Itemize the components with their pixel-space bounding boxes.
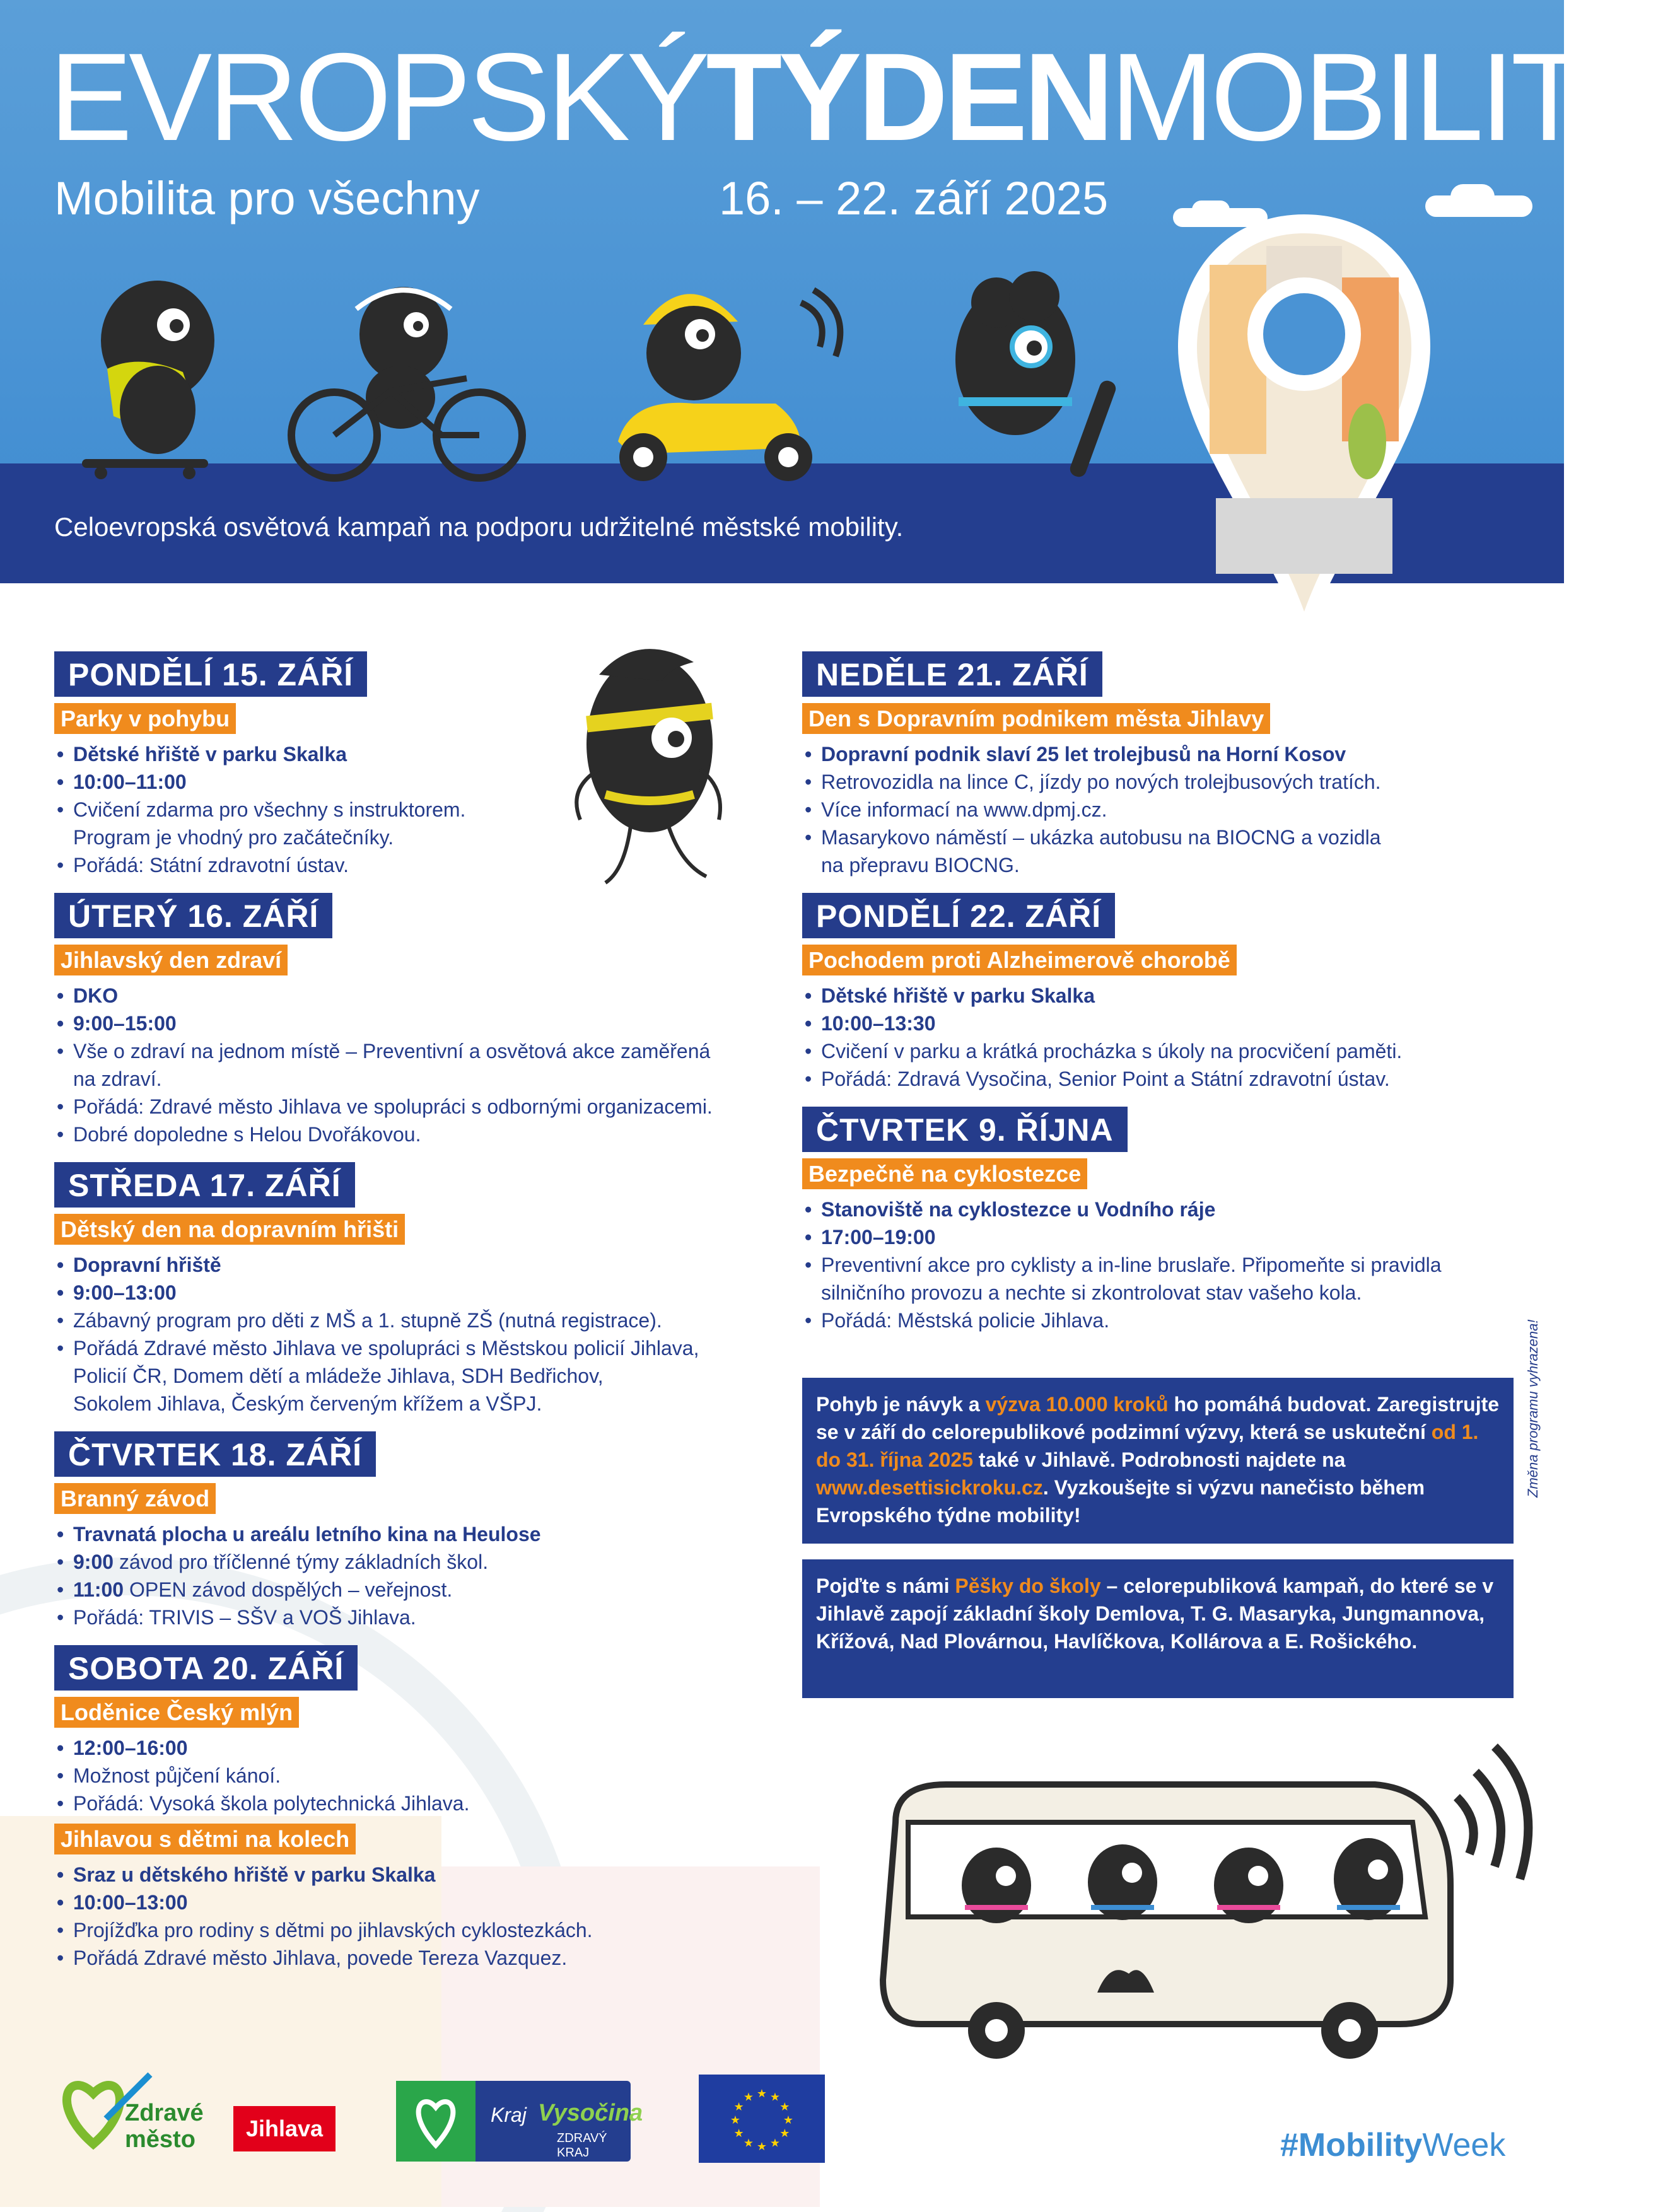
info-box-10000-steps [802, 1378, 1514, 1544]
day-heading: PONDĚLÍ 22. ZÁŘÍ [802, 893, 1115, 938]
event-detail-item [54, 1576, 798, 1604]
event-details [802, 982, 1515, 1093]
event-detail-item [54, 1520, 798, 1548]
eu-star-icon: ★ [769, 2090, 781, 2104]
detail-text: Cvičení zdarma pro všechny s instruktorem. [73, 798, 466, 821]
day-block [54, 1431, 798, 1631]
event-detail-item [802, 982, 1515, 1010]
eu-star-icon: ★ [743, 2090, 754, 2104]
day-block [54, 893, 798, 1148]
info-highlight: od 1. do 31. října 2025 [816, 1421, 1479, 1471]
location-pin-illustration [1172, 208, 1437, 649]
detail-text: 10:00–13:00 [73, 1891, 188, 1914]
event-title: Jihlavou s dětmi na kolech [54, 1824, 356, 1854]
event-detail-item [802, 1307, 1515, 1334]
day-heading: ČTVRTEK 9. ŘÍJNA [802, 1107, 1128, 1152]
detail-text: Pořádá Zdravé město Jihlava, povede Tereza Vazquez. [73, 1947, 568, 1969]
page-title [49, 27, 1663, 166]
zdrave-mesto-logo [55, 2068, 204, 2163]
event-detail-item [54, 1334, 798, 1362]
detail-text: Zábavný program pro děti z MŠ a 1. stupně ZŠ (nutná registrace). [73, 1309, 662, 1332]
event-detail-item [54, 1548, 798, 1576]
event-detail-item [802, 1251, 1515, 1279]
title-part-2: MOBILITY [1110, 27, 1663, 166]
event-detail-item [54, 1889, 798, 1916]
tagline: Celoevropská osvětová kampaň na podporu udržitelné městské mobility. [54, 512, 904, 542]
detail-text: Možnost půjčení kánoí. [73, 1764, 281, 1787]
event-detail-item [54, 1065, 798, 1093]
event-title: Bezpečně na cyklostezce [802, 1158, 1087, 1189]
bus-illustration [845, 1728, 1539, 2081]
event-detail-item [54, 1307, 798, 1334]
event-dates: 16. – 22. září 2025 [719, 172, 1109, 224]
event-detail-item [802, 1037, 1515, 1065]
day-block [802, 1107, 1515, 1334]
detail-text: Travnatá plocha u areálu letního kina na Heulose [73, 1523, 541, 1545]
event-title: Jihlavský den zdraví [54, 945, 288, 975]
eu-star-icon: ★ [779, 2127, 790, 2139]
day-block [802, 893, 1515, 1093]
eu-star-icon: ★ [756, 2140, 767, 2153]
day-block [54, 651, 798, 879]
day-block [54, 1645, 798, 1972]
detail-text: Dopravní podnik slaví 25 let trolejbusů na Horní Kosov [821, 743, 1346, 765]
info-box-walk-to-school [802, 1559, 1514, 1698]
info-highlight: výzva 10.000 kroků [985, 1393, 1169, 1416]
hashtag-bold: #Mobility [1280, 2127, 1423, 2163]
day-heading: ČTVRTEK 18. ZÁŘÍ [54, 1431, 376, 1477]
kraj-text-1: Kraj [491, 2104, 527, 2126]
event-detail-item [802, 1010, 1515, 1037]
website-link[interactable]: www.desettisickroku.cz [816, 1476, 1043, 1499]
event-detail-item [802, 740, 1515, 768]
day-block [802, 651, 1515, 879]
event-detail-item [54, 1944, 798, 1972]
event-details [54, 1861, 798, 1972]
event-detail-item [54, 740, 798, 768]
detail-text: Retrovozidla na lince C, jízdy po nových trolejbusových tratích. [821, 771, 1381, 793]
walker-mascot-icon [955, 271, 1118, 479]
event-detail-item [54, 1251, 798, 1279]
scooter-mascot-icon [618, 290, 840, 481]
skater-mascot-icon [82, 281, 214, 479]
event-detail-item [54, 982, 798, 1010]
cloud-icon [1450, 184, 1495, 209]
info-text: . Vyzkoušejte si výzvu nanečisto během Evropského týdne mobility! [816, 1476, 1425, 1527]
detail-text: 10:00–11:00 [73, 771, 187, 793]
detail-text: na přepravu BIOCNG. [821, 854, 1020, 876]
detail-text: 17:00–19:00 [821, 1226, 936, 1249]
subtitle: Mobilita pro všechny [54, 172, 480, 224]
detail-text: 10:00–13:30 [821, 1012, 936, 1035]
cyclist-mascot-icon [291, 287, 522, 478]
day-heading: NEDĚLE 21. ZÁŘÍ [802, 651, 1102, 697]
detail-text: Stanoviště na cyklostezce u Vodního ráje [821, 1198, 1216, 1221]
event-detail-item [54, 1762, 798, 1790]
event-detail-item [54, 1093, 798, 1121]
day-heading: STŘEDA 17. ZÁŘÍ [54, 1162, 355, 1208]
event-detail-item [54, 768, 798, 796]
detail-text: Pořádá Zdravé město Jihlava ve spolupráci s Městskou policií Jihlava, [73, 1337, 699, 1359]
logo-text-mesto: město [125, 2126, 195, 2153]
event-details [54, 1734, 798, 1817]
time-label: 11:00 [73, 1578, 124, 1601]
heart-icon [407, 2095, 464, 2148]
detail-text: Projížďka pro rodiny s dětmi po jihlavských cyklostezkách. [73, 1919, 593, 1941]
event-detail-item [54, 851, 798, 879]
info-text: Pojďte s námi [816, 1575, 955, 1597]
event-title: Loděnice Český mlýn [54, 1697, 299, 1728]
detail-text: Pořádá: Vysoká škola polytechnická Jihlava. [73, 1792, 470, 1815]
kraj-text-3: ZDRAVÝ KRAJ [557, 2131, 607, 2160]
eu-star-icon: ★ [733, 2100, 744, 2113]
event-detail-item [802, 1065, 1515, 1093]
day-heading: ÚTERÝ 16. ZÁŘÍ [54, 893, 332, 938]
program-left-column [54, 651, 798, 1972]
detail-text: závod pro tříčlenné týmy základních škol. [114, 1551, 489, 1573]
event-detail-item [54, 1010, 798, 1037]
detail-text: Sokolem Jihlava, Českým červeným křížem a VŠPJ. [73, 1392, 542, 1415]
info-text: ho pomáhá budovat. Zaregistrujte se v září do celorepublikové podzimní výzvy, která se uskuteční [816, 1393, 1500, 1443]
event-detail-item [54, 1861, 798, 1889]
event-detail-item [54, 1362, 798, 1390]
event-detail-item [54, 1734, 798, 1762]
detail-text: Dobré dopoledne s Helou Dvořákovou. [73, 1123, 421, 1146]
detail-text: Policií ČR, Domem dětí a mládeže Jihlava, SDH Bedřichov, [73, 1365, 604, 1387]
title-part-1: EVROPSKÝ [49, 27, 706, 166]
detail-text: Více informací na www.dpmj.cz. [821, 798, 1107, 821]
detail-text: 9:00–15:00 [73, 1012, 177, 1035]
event-title: Dětský den na dopravním hřišti [54, 1214, 405, 1245]
eu-star-icon: ★ [743, 2136, 754, 2150]
detail-text: Pořádá: Zdravé město Jihlava ve spolupráci s odbornými organizacemi. [73, 1095, 713, 1118]
detail-text: Pořádá: Zdravá Vysočina, Senior Point a Státní zdravotní ústav. [821, 1068, 1390, 1090]
info-highlight: Pěšky do školy [955, 1575, 1101, 1597]
event-detail-item [54, 796, 798, 824]
jihlava-logo: Jihlava [233, 2106, 336, 2151]
event-detail-item [802, 1196, 1515, 1223]
event-title: Pochodem proti Alzheimerově chorobě [802, 945, 1237, 975]
day-heading: SOBOTA 20. ZÁŘÍ [54, 1645, 358, 1691]
kraj-vysocina-logo [396, 2081, 643, 2162]
event-details [54, 1520, 798, 1631]
hashtag-light: Week [1422, 2127, 1506, 2163]
eu-star-icon: ★ [769, 2136, 781, 2150]
eu-star-icon: ★ [756, 2087, 767, 2100]
info-text: také v Jihlavě. Podrobnosti najdete na [973, 1448, 1346, 1471]
event-title: Parky v pohybu [54, 703, 236, 734]
event-title: Branný závod [54, 1483, 216, 1514]
day-heading: PONDĚLÍ 15. ZÁŘÍ [54, 651, 367, 697]
event-detail-item [54, 1279, 798, 1307]
event-detail-item [54, 1790, 798, 1817]
hashtag[interactable] [1280, 2126, 1505, 2164]
detail-text: na zdraví. [73, 1068, 162, 1090]
detail-text: Program je vhodný pro začátečníky. [73, 826, 394, 849]
detail-text: Sraz u dětského hřiště v parku Skalka [73, 1863, 436, 1886]
detail-text: OPEN závod dospělých – veřejnost. [124, 1578, 453, 1601]
detail-text: silničního provozu a nechte si zkontrolovat stav vašeho kola. [821, 1281, 1362, 1304]
detail-text: Vše o zdraví na jednom místě – Preventivní a osvětová akce zaměřená [73, 1040, 711, 1062]
event-detail-item [54, 1037, 798, 1065]
event-detail-item [802, 1223, 1515, 1251]
event-detail-item [54, 1390, 798, 1417]
detail-text: Preventivní akce pro cyklisty a in-line bruslaře. Připomeňte si pravidla [821, 1254, 1442, 1276]
eu-star-icon: ★ [730, 2114, 741, 2126]
event-detail-item [802, 824, 1515, 851]
eu-flag-logo [699, 2075, 825, 2163]
eu-stars-icon [699, 2075, 825, 2163]
detail-text: Dětské hřiště v parku Skalka [821, 984, 1095, 1007]
logo-text-zdrave: Zdravé [125, 2100, 204, 2126]
event-details [54, 740, 798, 879]
day-block [54, 1162, 798, 1417]
program-change-note: Změna programu vyhrazena! [1525, 1319, 1541, 1498]
event-detail-item [54, 1604, 798, 1631]
event-detail-item [802, 768, 1515, 796]
detail-text: Pořádá: Státní zdravotní ústav. [73, 854, 349, 876]
event-detail-item [802, 851, 1515, 879]
event-detail-item [54, 824, 798, 851]
eu-star-icon: ★ [733, 2127, 744, 2139]
detail-text: Masarykovo náměstí – ukázka autobusu na BIOCNG a vozidla [821, 826, 1381, 849]
event-detail-item [54, 1916, 798, 1944]
kraj-text-2: Vysočina [538, 2100, 643, 2126]
program-right-column [802, 651, 1515, 1334]
detail-text: Pořádá: Městská policie Jihlava. [821, 1309, 1110, 1332]
eu-star-icon: ★ [779, 2100, 790, 2113]
event-details [802, 1196, 1515, 1334]
detail-text: 9:00–13:00 [73, 1281, 177, 1304]
event-detail-item [802, 1279, 1515, 1307]
header-banner [0, 0, 1663, 583]
detail-text: DKO [73, 984, 119, 1007]
detail-text: Pořádá: TRIVIS – SŠV a VOŠ Jihlava. [73, 1606, 416, 1629]
detail-text: Dopravní hřiště [73, 1254, 221, 1276]
info-text: Pohyb je návyk a [816, 1393, 986, 1416]
info-text: – celorepubliková kampaň, do které se v Jihlavě zapojí základní školy Demlova, T. G. Masaryka, Jungmannova, Křížová, Nad Plovárnou, Havlíčkova, Kollárova a E. Rošického. [816, 1575, 1494, 1653]
detail-text: 12:00–16:00 [73, 1737, 188, 1759]
time-label: 9:00 [73, 1551, 114, 1573]
mascots-illustration [63, 265, 1135, 492]
detail-text: Dětské hřiště v parku Skalka [73, 743, 347, 765]
event-details [802, 740, 1515, 879]
event-details [54, 982, 798, 1148]
eu-star-icon: ★ [783, 2114, 794, 2126]
detail-text: Cvičení v parku a krátká procházka s úkoly na procvičení paměti. [821, 1040, 1403, 1062]
event-detail-item [802, 796, 1515, 824]
event-detail-item [54, 1121, 798, 1148]
event-title: Den s Dopravním podnikem města Jihlavy [802, 703, 1270, 734]
title-part-bold: TÝDEN [706, 27, 1111, 166]
event-details [54, 1251, 798, 1417]
